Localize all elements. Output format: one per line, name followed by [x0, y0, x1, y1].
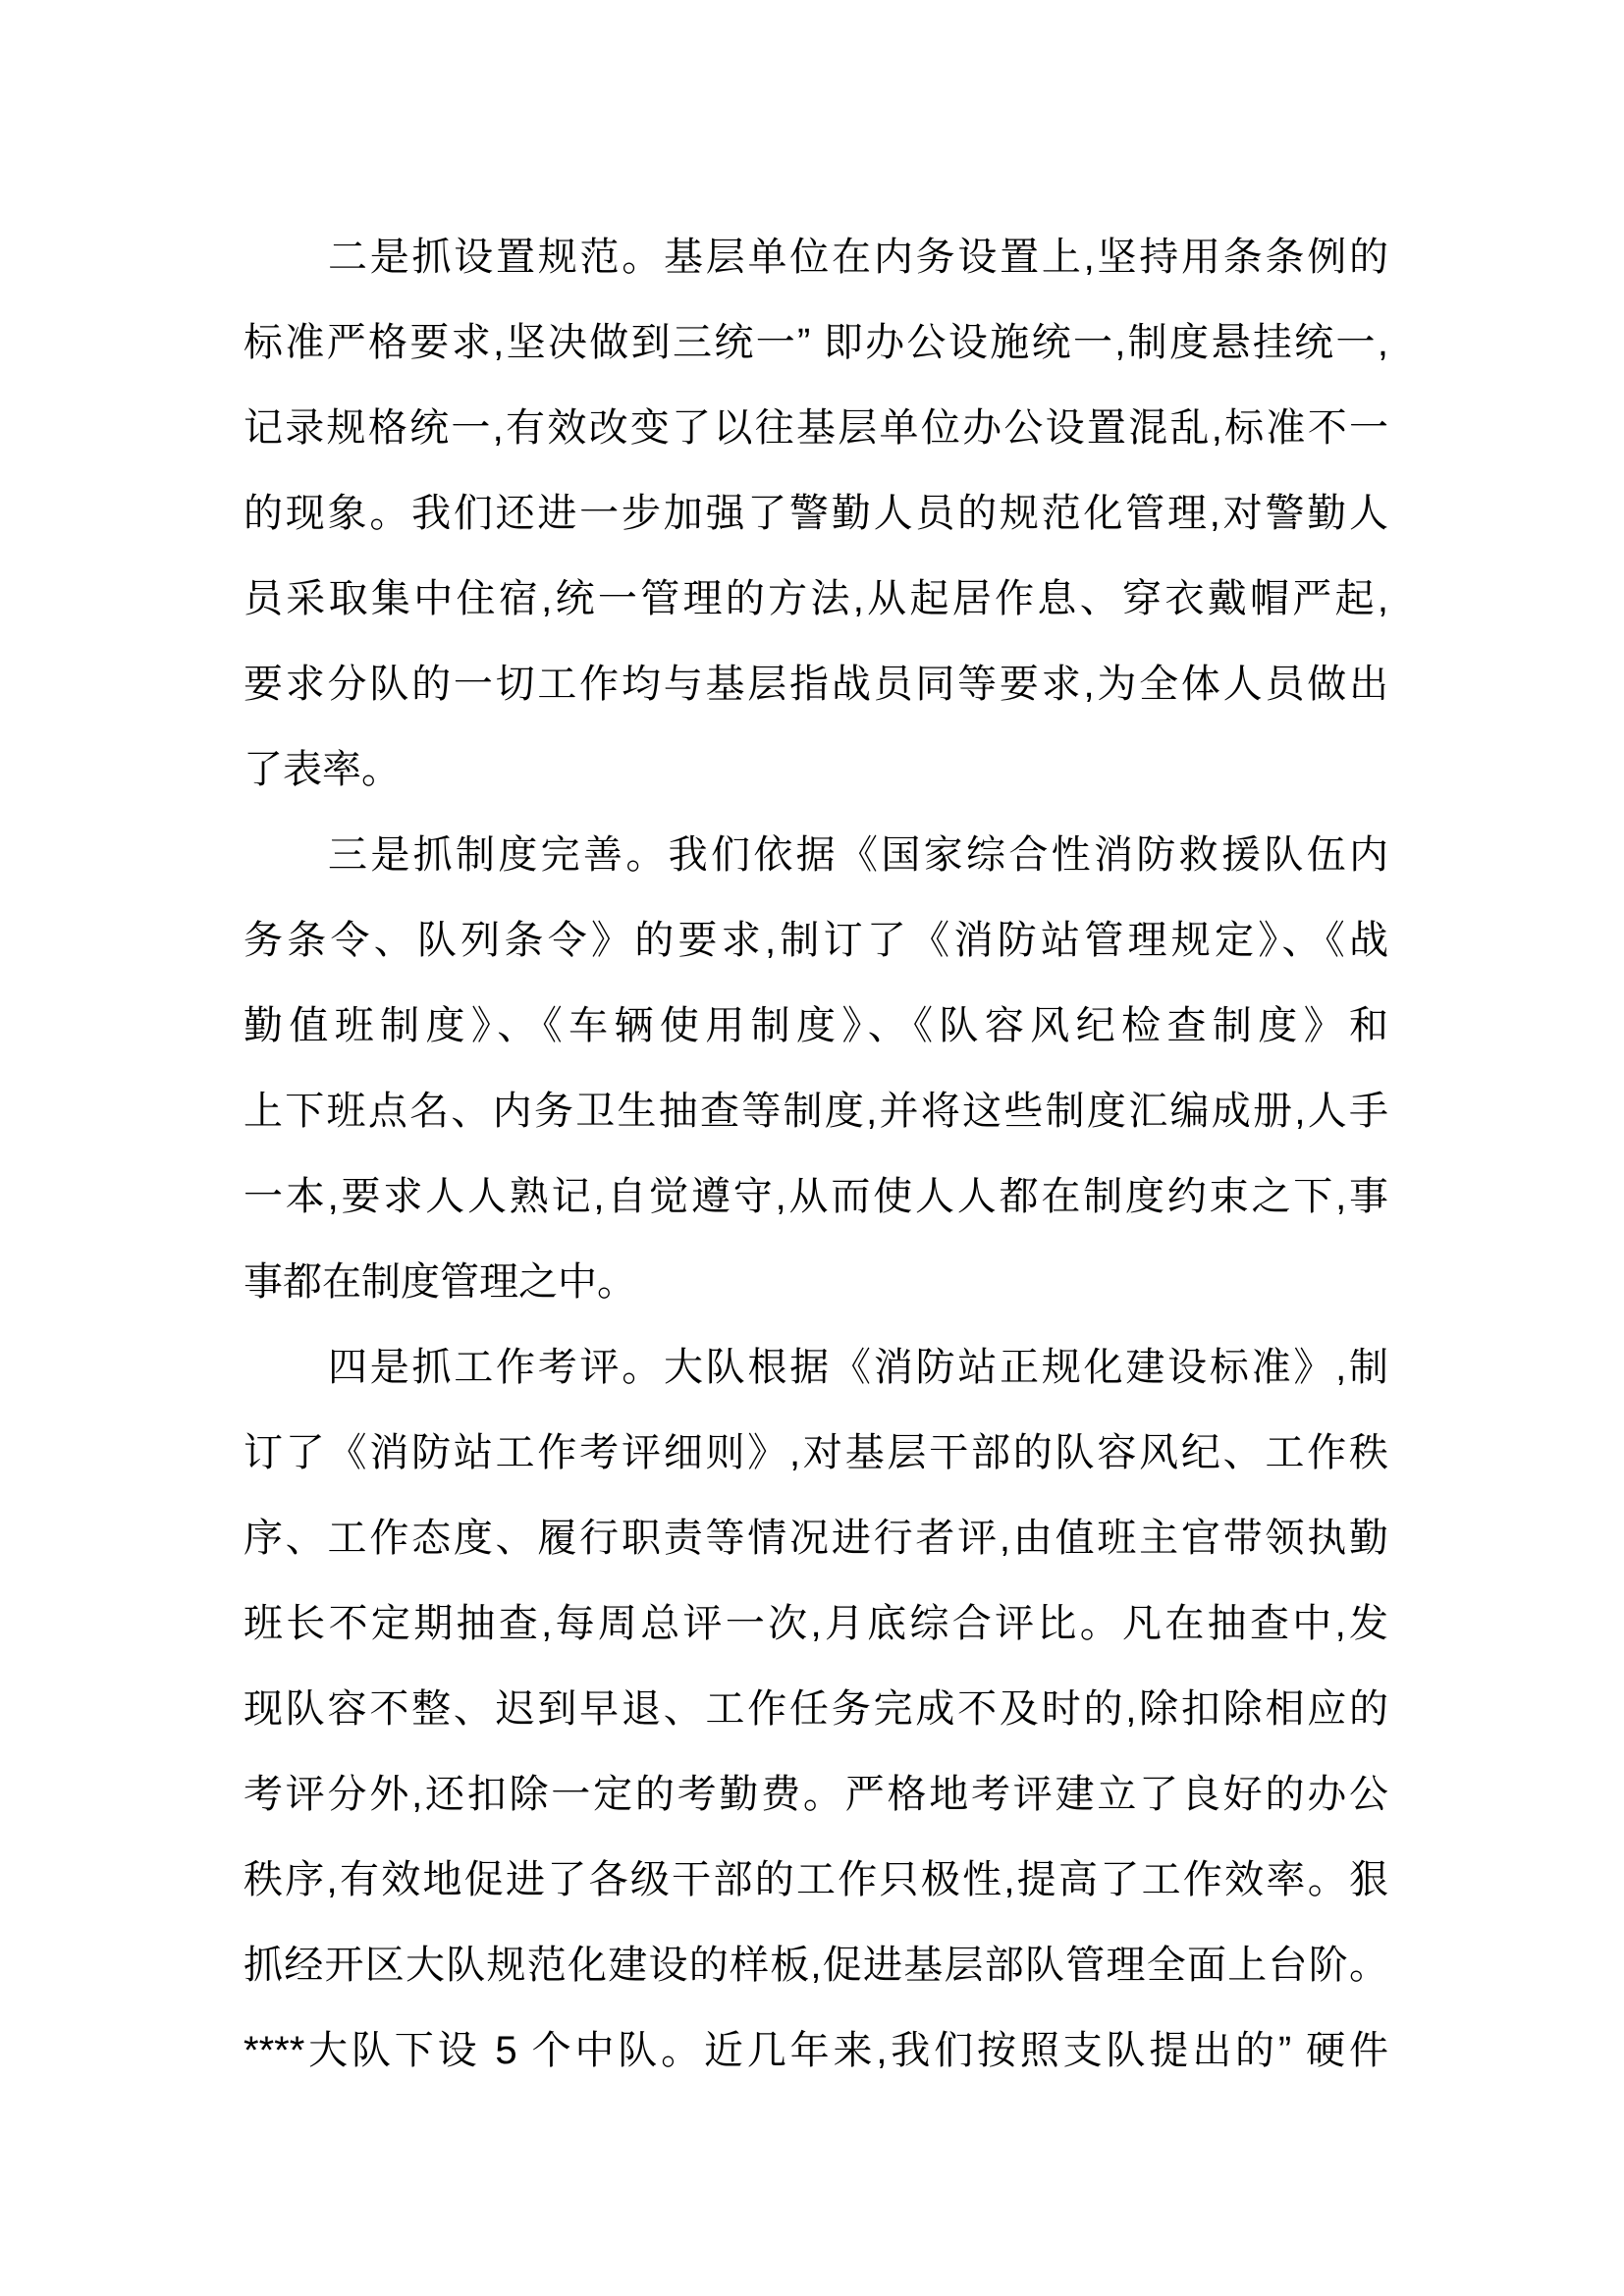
text-line: 现队容不整、迟到早退、工作任务完成不及时的,除扣除相应的: [244, 1687, 1388, 1731]
text-line: 标准严格要求,坚决做到三统一” 即办公设施统一,制度悬挂统一,: [244, 321, 1388, 364]
text-line: 员采取集中住宿,统一管理的方法,从起居作息、穿衣戴帽严起,: [244, 577, 1388, 620]
text-line: 记录规格统一,有效改变了以往基层单位办公设置混乱,标准不一: [244, 406, 1388, 450]
text-line: 了表率。: [244, 748, 401, 791]
text-line: 订了《消防站工作考评细则》,对基层干部的队容风纪、工作秩: [244, 1431, 1388, 1474]
text-line: 序、工作态度、履行职责等情况进行者评,由值班主官带领执勤: [244, 1517, 1388, 1560]
text-line: 三是抓制度完善。我们依据《国家综合性消防救援队伍内: [328, 833, 1388, 877]
text-line: 一本,要求人人熟记,自觉遵守,从而使人人都在制度约束之下,事: [244, 1175, 1388, 1218]
text-line: 考评分外,还扣除一定的考勤费。严格地考评建立了良好的办公: [244, 1773, 1388, 1816]
text-line: ****大队下设 5 个中队。近几年来,我们按照支队提出的” 硬件: [244, 2029, 1388, 2072]
text-line: 务条令、队列条令》的要求,制订了《消防站管理规定》、《战: [244, 919, 1388, 962]
text-line: 的现象。我们还进一步加强了警勤人员的规范化管理,对警勤人: [244, 492, 1388, 535]
text-line: 勤值班制度》、《车辆使用制度》、《队容风纪检查制度》和: [244, 1004, 1388, 1047]
text-line: 上下班点名、内务卫生抽查等制度,并将这些制度汇编成册,人手: [244, 1090, 1388, 1133]
text-line: 四是抓工作考评。大队根据《消防站正规化建设标准》,制: [328, 1346, 1388, 1389]
text-line: 秩序,有效地促进了各级干部的工作只极性,提高了工作效率。狠: [244, 1858, 1388, 1901]
text-line: 要求分队的一切工作均与基层指战员同等要求,为全体人员做出: [244, 663, 1388, 706]
text-line: 抓经开区大队规范化建设的样板,促进基层部队管理全面上台阶。: [244, 1944, 1388, 1987]
document-body: [244, 215, 1388, 2094]
text-line: 事都在制度管理之中。: [244, 1260, 636, 1304]
text-line: 班长不定期抽查,每周总评一次,月底综合评比。凡在抽查中,发: [244, 1602, 1388, 1645]
text-line: 二是抓设置规范。基层单位在内务设置上,坚持用条条例的: [328, 236, 1388, 279]
